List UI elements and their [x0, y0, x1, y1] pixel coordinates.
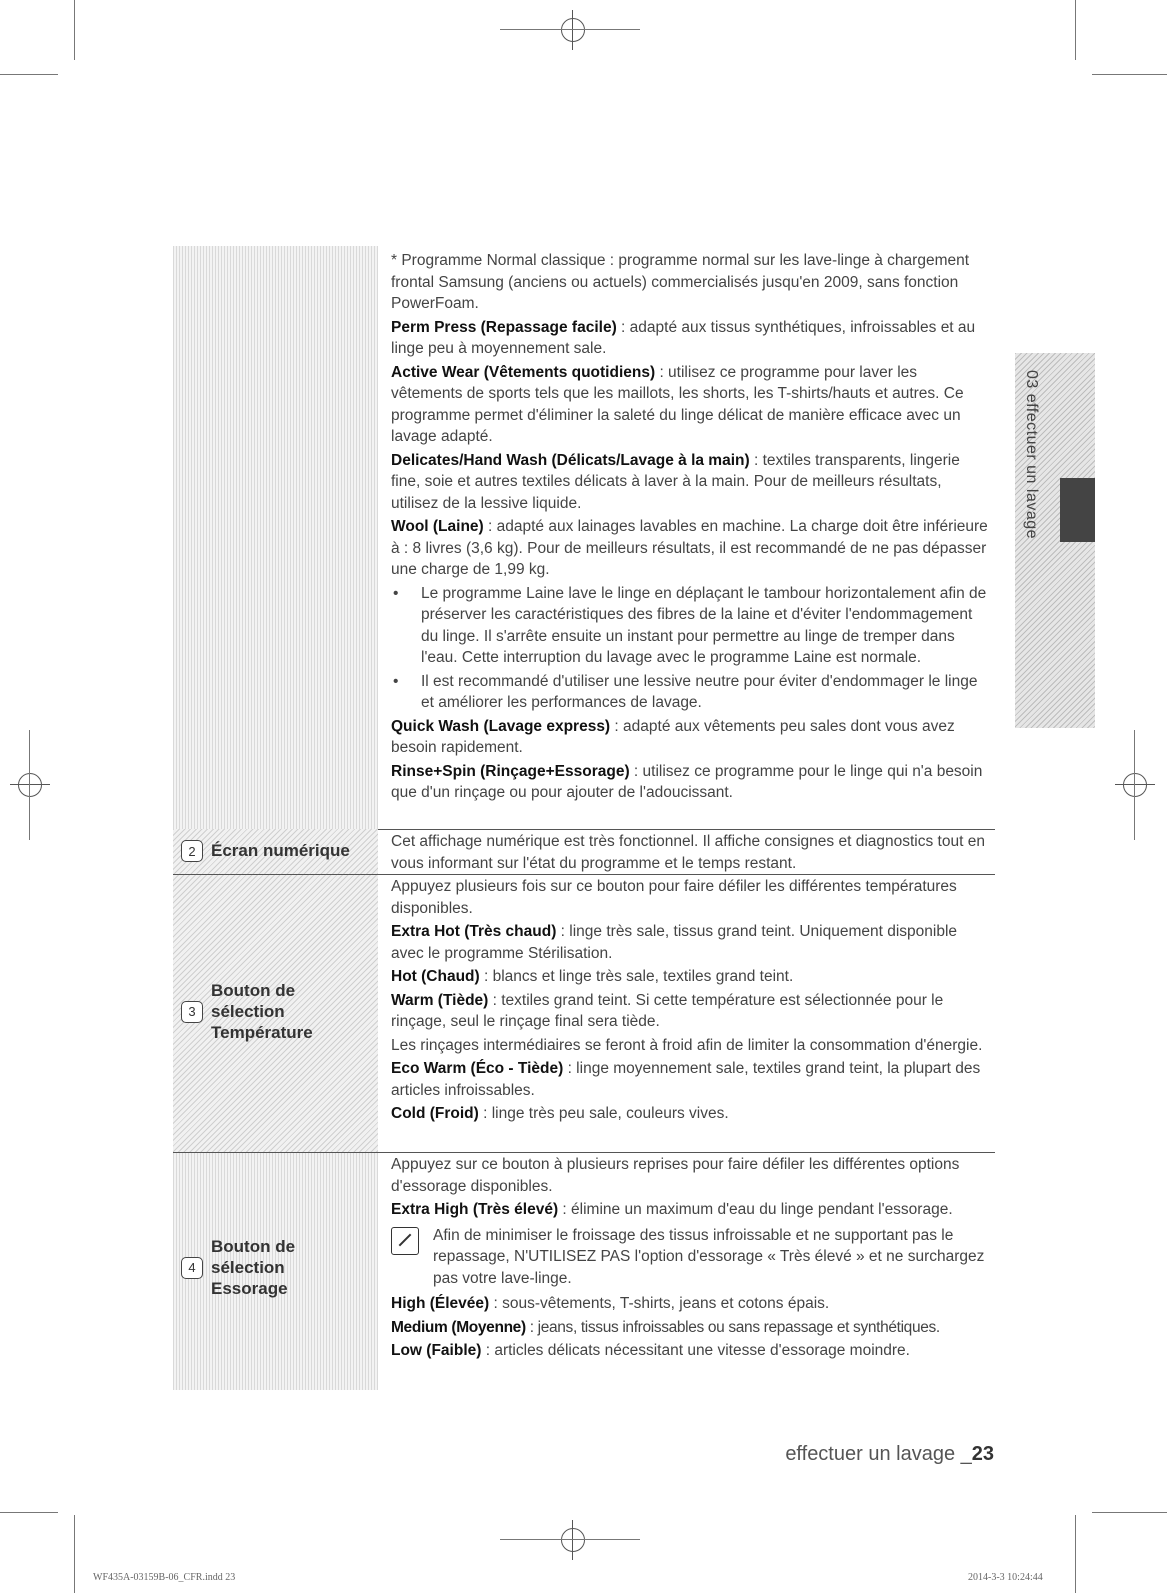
divider: [173, 1152, 995, 1153]
temp-hot: Hot (Chaud) : blancs et linge très sale, textiles grand teint.: [391, 968, 794, 985]
section-number-badge: 4: [181, 1257, 203, 1279]
registration-mark: [10, 765, 50, 805]
crop-mark: [29, 730, 30, 840]
registration-mark: [553, 1520, 593, 1560]
wool-bullet: • Le programme Laine lave le linge en déplaçant le tambour horizontalement afin de préserver les caractéristiques des fibres de la laine et d'éviter l'endommagement du linge. Il s'arrête ensuite un instant pour permettre au linge de tremper dans l'eau. Cette interruption du lavage avec le programme Laine est normale.: [393, 584, 987, 666]
spin-list: [391, 1154, 989, 1364]
spin-note: Afin de minimiser le froissage des tissus infroissable et ne supportant pas le repassage, N'UTILISEZ PAS l'option d'essorage « Très élevé » et ne surchargez pas votre lave-linge.: [391, 1225, 989, 1290]
crop-mark: [500, 1539, 640, 1540]
spin-extra-high: Extra High (Très élevé) : élimine un maximum d'eau du linge pendant l'essorage.: [391, 1201, 953, 1218]
registration-mark: [1115, 765, 1155, 805]
page-footer-title: effectuer un lavage _23: [785, 1443, 994, 1465]
print-slug-file: WF435A-03159B-06_CFR.indd 23: [93, 1572, 236, 1583]
side-column-top: [173, 246, 378, 829]
program-list: [391, 250, 989, 806]
wool-bullet: • Il est recommandé d'utiliser une lessive neutre pour éviter d'endommager le linge et améliorer les performances de lavage.: [393, 672, 978, 711]
section-title-line: Bouton de: [211, 1237, 296, 1256]
section-label-spin: [181, 1236, 295, 1299]
section-title-line: sélection: [211, 1002, 285, 1021]
crop-mark: [74, 1515, 75, 1593]
crop-mark: [1092, 74, 1167, 75]
program-wool: Wool (Laine) : adapté aux lainages lavables en machine. La charge doit être inférieure à : 8 livres (3,6 kg). Pour de meilleurs résultats, il est recommandé de ne pas dépasser une charge de 1,99 kg.: [391, 518, 988, 578]
crop-mark: [0, 1512, 58, 1513]
registration-mark: [553, 10, 593, 50]
program-rinse-spin: Rinse+Spin (Rinçage+Essorage) : utilisez ce programme pour le linge qui n'a besoin que d'un rinçage ou pour ajouter de l'adoucissant.: [391, 762, 983, 801]
crop-mark: [500, 29, 640, 30]
temp-extra-hot: Extra Hot (Très chaud) : linge très sale, tissus grand teint. Uniquement disponible avec le programme Stérilisation.: [391, 923, 958, 962]
temp-cold: Cold (Froid) : linge très peu sale, couleurs vives.: [391, 1105, 729, 1122]
program-quick-wash: Quick Wash (Lavage express) : adapté aux vêtements peu sales dont vous avez besoin rapidement.: [391, 717, 955, 756]
section-title-line: Essorage: [211, 1279, 288, 1298]
temperature-intro: Appuyez plusieurs fois sur ce bouton pour faire défiler les différentes températures disponibles.: [391, 878, 957, 917]
crop-mark: [74, 0, 75, 60]
temp-warm-note: Les rinçages intermédiaires se feront à froid afin de limiter la consommation d'énergie.: [391, 1036, 983, 1054]
temp-warm: Warm (Tiède) : textiles grand teint. Si cette température est sélectionnée pour le rinçage, seul le rinçage final sera tiède.: [391, 991, 944, 1030]
chapter-tab-label: 03 effectuer un lavage: [1023, 370, 1040, 540]
program-delicates: Delicates/Hand Wash (Délicats/Lavage à la main) : textiles transparents, lingerie fine, soie et autres textiles délicats à laver à la main. Pour de meilleurs résultats, utilisez de la lessive liquide.: [391, 451, 960, 512]
program-perm-press: Perm Press (Repassage facile) : adapté aux tissus synthétiques, infroissables et au linge peu à moyennement sale.: [391, 318, 976, 357]
chapter-tab-marker: [1060, 478, 1095, 542]
display-description: Cet affichage numérique est très fonctionnel. Il affiche consignes et diagnostics tout en vous informant sur l'état du programme et le temps restant.: [391, 833, 985, 872]
section-number-badge: 2: [181, 840, 203, 862]
normal-program-note: * Programme Normal classique : programme normal sur les lave-linge à chargement frontal Samsung (anciens ou actuels) commercialisés jusqu'en 2009, sans fonction PowerFoam.: [391, 252, 970, 312]
spin-intro: Appuyez sur ce bouton à plusieurs reprises pour faire défiler les différentes options d'essorage disponibles.: [391, 1156, 960, 1195]
crop-mark: [1134, 730, 1135, 840]
temperature-list: [391, 876, 989, 1127]
section-title-line: sélection: [211, 1258, 285, 1277]
crop-mark: [0, 74, 58, 75]
crop-mark: [1075, 1515, 1076, 1593]
divider: [378, 829, 995, 830]
section-title: Écran numérique: [211, 841, 350, 860]
section-label-temperature: [181, 980, 313, 1043]
crop-mark: [1092, 1512, 1167, 1513]
note-pencil-icon: [391, 1227, 419, 1255]
temp-eco-warm: Eco Warm (Éco - Tiède) : linge moyennement sale, textiles grand teint, la plupart des articles infroissables.: [391, 1060, 981, 1099]
section-number-badge: 3: [181, 1001, 203, 1023]
page-number: 23: [971, 1443, 994, 1465]
spin-low: Low (Faible) : articles délicats nécessitant une vitesse d'essorage moindre.: [391, 1342, 910, 1359]
spin-high: High (Élevée) : sous-vêtements, T-shirts, jeans et cotons épais.: [391, 1295, 830, 1312]
section-label-display: [181, 840, 350, 862]
section-title-line: Température: [211, 1023, 313, 1042]
program-active-wear: Active Wear (Vêtements quotidiens) : utilisez ce programme pour laver les vêtements de sports tels que les maillots, les shorts, les T-shirts/hauts et autres. Ce programme permet d'éliminer la saleté du linge délicat de manière efficace avec un lavage adapté.: [391, 363, 964, 445]
spin-medium: Medium (Moyenne) : jeans, tissus infroissables ou sans repassage et synthétiques.: [391, 1318, 940, 1336]
crop-mark: [1075, 0, 1076, 60]
section-title-line: Bouton de: [211, 981, 296, 1000]
print-slug-date: 2014-3-3 10:24:44: [968, 1572, 1043, 1583]
